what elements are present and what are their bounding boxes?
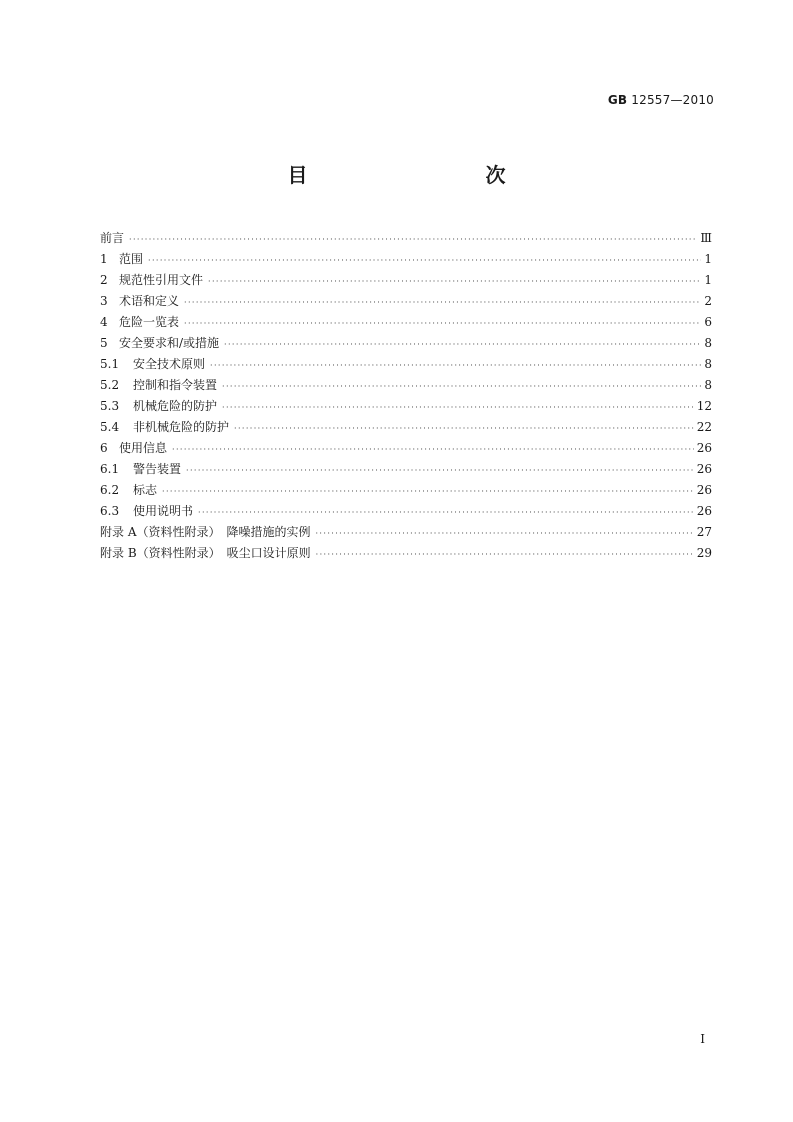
toc-entry-page: 26 [696, 504, 712, 518]
toc-entry-warning-devices[interactable] [100, 459, 712, 480]
toc-entry-number: 6.2 [100, 483, 120, 497]
toc-entry-label: 使用信息 [119, 441, 168, 455]
toc-entry-label: 附录 B（资料性附录） 吸尘口设计原则 [100, 546, 311, 560]
dot-leader [148, 250, 701, 271]
toc-entry-label: 规范性引用文件 [119, 273, 204, 287]
dot-leader [162, 481, 694, 502]
toc-title: 目 次 [287, 163, 552, 187]
toc-entry-page: 22 [696, 420, 712, 434]
toc-entry-non-mechanical-hazards[interactable] [100, 417, 712, 438]
page-number: I [700, 1032, 705, 1046]
toc-entry-label: 安全要求和/或措施 [119, 336, 220, 350]
toc-entry-page: 29 [696, 546, 712, 560]
dot-leader [210, 355, 701, 376]
standard-number: 12557—2010 [631, 93, 714, 107]
toc-entry-number: 3 [100, 294, 108, 308]
toc-entry-page: 1 [704, 252, 712, 266]
toc-entry-page: 26 [696, 462, 712, 476]
toc-entry-label: 非机械危险的防护 [133, 420, 230, 434]
toc-entry-number: 5.2 [100, 378, 120, 392]
toc-entry-control-devices[interactable] [100, 375, 712, 396]
toc-entry-page: 2 [704, 294, 712, 308]
dot-leader [186, 460, 694, 481]
toc-entry-number: 5.3 [100, 399, 120, 413]
toc-entry-number: 6.1 [100, 462, 120, 476]
dot-leader [316, 544, 694, 565]
dot-leader [234, 418, 694, 439]
toc-entry-number: 2 [100, 273, 108, 287]
toc-entry-mechanical-hazards[interactable] [100, 396, 712, 417]
toc-entry-number: 6 [100, 441, 108, 455]
toc-entry-label: 范围 [119, 252, 144, 266]
toc-entry-page: 1 [704, 273, 712, 287]
toc-entry-label: 使用说明书 [133, 504, 194, 518]
toc-entry-safety-requirements[interactable] [100, 333, 712, 354]
toc-entry-number: 5.4 [100, 420, 120, 434]
dot-leader [222, 397, 694, 418]
dot-leader [198, 502, 694, 523]
toc-entry-label: 标志 [133, 483, 158, 497]
toc-entry-label: 警告装置 [133, 462, 182, 476]
standard-code [608, 93, 714, 107]
standard-prefix: GB [607, 93, 628, 107]
toc-entry-annex-a[interactable] [100, 522, 712, 543]
dot-leader [208, 271, 701, 292]
toc-entry-foreword[interactable] [100, 228, 712, 249]
toc-entry-page: 8 [704, 336, 712, 350]
table-of-contents [100, 228, 712, 564]
toc-entry-label: 术语和定义 [119, 294, 180, 308]
toc-entry-label: 危险一览表 [119, 315, 180, 329]
toc-entry-number: 4 [100, 315, 108, 329]
toc-entry-instruction-manual[interactable] [100, 501, 712, 522]
toc-entry-page: 8 [704, 357, 712, 371]
toc-entry-normative-references[interactable] [100, 270, 712, 291]
toc-entry-number: 5.1 [100, 357, 120, 371]
toc-entry-terms-definitions[interactable] [100, 291, 712, 312]
toc-entry-label: 机械危险的防护 [133, 399, 218, 413]
toc-entry-annex-b[interactable] [100, 543, 712, 564]
toc-entry-marking[interactable] [100, 480, 712, 501]
dot-leader [224, 334, 701, 355]
toc-entry-information-for-use[interactable] [100, 438, 712, 459]
toc-entry-page: Ⅲ [700, 231, 712, 245]
dot-leader [315, 523, 693, 544]
toc-entry-number: 6.3 [100, 504, 120, 518]
toc-entry-safety-principles[interactable] [100, 354, 712, 375]
toc-entry-hazard-list[interactable] [100, 312, 712, 333]
toc-entry-number: 5 [100, 336, 108, 350]
toc-entry-label: 附录 A（资料性附录） 降噪措施的实例 [100, 525, 311, 539]
dot-leader [172, 439, 694, 460]
toc-entry-label: 控制和指令装置 [133, 378, 218, 392]
toc-entry-scope[interactable] [100, 249, 712, 270]
dot-leader [184, 313, 701, 334]
toc-entry-page: 8 [704, 378, 712, 392]
toc-entry-label: 前言 [100, 231, 125, 245]
dot-leader [184, 292, 701, 313]
toc-entry-page: 6 [704, 315, 712, 329]
toc-entry-page: 12 [696, 399, 712, 413]
toc-entry-label: 安全技术原则 [133, 357, 206, 371]
toc-entry-page: 26 [696, 441, 712, 455]
dot-leader [129, 229, 697, 250]
dot-leader [222, 376, 701, 397]
toc-entry-page: 26 [696, 483, 712, 497]
toc-entry-page: 27 [696, 525, 712, 539]
toc-entry-number: 1 [100, 252, 108, 266]
